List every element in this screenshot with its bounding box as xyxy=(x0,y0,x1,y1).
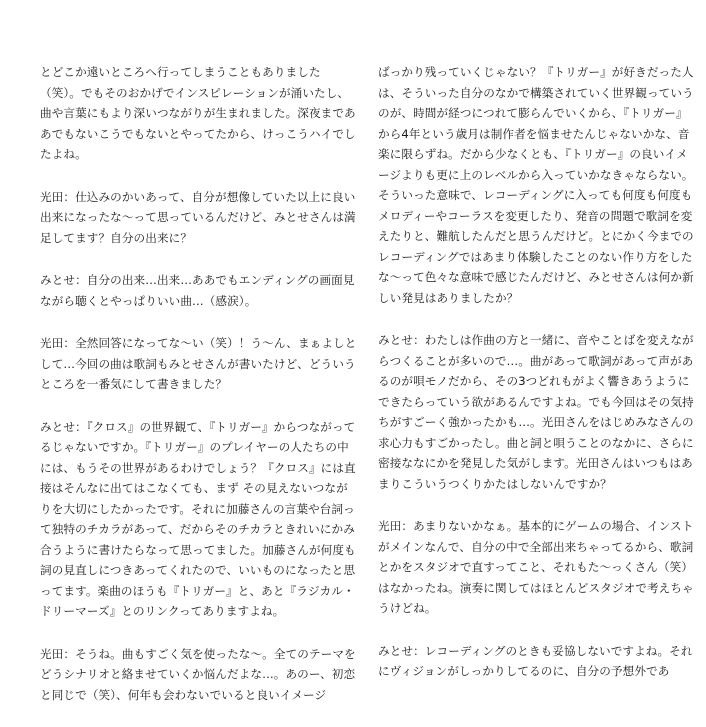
paragraph: 光田：仕込みのかいあって、自分が想像していた以上に良い出来になったな〜って思っているんだけど、みとせさんは満足してます？自分の出来に？ xyxy=(40,189,356,245)
paragraph: みとせ：『クロス』の世界観て、『トリガー』からつながってるじゃないですか。『トリガー』のプレイヤーの人たちの中には、もうその世界があるわけでしょう？『クロス』には直接はそんなに出てはこなくても、まず その見えないつながりを大切にしたかったです。それに加藤さんの言葉や台詞って独特のチカラがあって、だからそのチカラときれいにかみ合うように書けたらなって思ってました。加藤さんが何度も詞の見直しにつきあってくれたので、いいものになったと思ってます。楽曲のほうも『トリガー』と、あと『ラジカル・ドリーマーズ』とのリンクってありますよね。 xyxy=(40,419,356,618)
paragraph: 光田：あまりないかなぁ。基本的にゲームの場合、インストがメインなんで、自分の中で全部出来ちゃってるから、歌詞とかをスタジオで直すってこと、それもた〜っくさん（笑）はなかったね。演奏に関してはほとんどスタジオで考えちゃうけどね。 xyxy=(378,519,694,615)
paragraph: みとせ：レコーディングのときも妥協しないですよね。それにヴィジョンがしっかりしてるのに、自分の予想外であ xyxy=(378,643,693,678)
paragraph: みとせ：わたしは作曲の方と一緒に、音やことばを変えながらつくることが多いので…。曲があって歌詞があって声があるのが唄モノだから、その3つどれもがよく響きあうようにできたらっていう欲があるんですよね。でも今回はその気持ちがすごーく強かったかも…。光田さんをはじめみなさんの求心力もすごかったし。曲と詞と唄うことのなかに、さらに密接ななにかを発見した気がします。光田さんはいつもはあまりこういうつくりかたはしないんですか？ xyxy=(378,333,694,491)
paragraph: とどこか遠いところへ行ってしまうこともありました（笑）。でもそのおかげでインスピレーションが涌いたし、曲や言葉にもより深いつながりが生まれました。深夜までああでもないこうでもないとやってたから、けっこうハイでしたよね。 xyxy=(40,65,356,161)
paragraph: みとせ：自分の出来…出来…ああでもエンディングの画面見ながら聴くとやっぱりいい曲…（感涙）。 xyxy=(40,273,355,308)
paragraph: 光田：そうね。曲もすごく気を使ったな〜。全てのテーマをどうシナリオと絡ませていくか悩んだよな…。あのー、初恋と同じで（笑）、何年も会わないでいると良いイメージ xyxy=(40,646,356,702)
right-column xyxy=(378,62,696,704)
left-column xyxy=(40,62,358,727)
paragraph: 光田：全然回答になってな〜い（笑）！う〜ん、まぁよしとして…今回の曲は歌詞もみとせさんが書いたけど、どういうところを一番気にして書きました？ xyxy=(40,336,357,391)
paragraph: ばっかり残っていくじゃない？『トリガー』が好きだった人は、そういった自分のなかで構築されていく世界観っていうのが、時間が経つにつれて膨らんでいくから、『トリガー』から4年という歳月は制作者を悩ませたんじゃないかな、音楽に限らずね。だから少なくとも、『トリガー』の良いイメージよりも更に上のレベルから入っていかなきゃならない。そういった意味で、レコーディングに入っても何度も何度もメロディーやコーラスを変更したり、発音の問題で歌詞を変えたりと、難航したんだと思うんだけど。とにかく今までのレコーディングではあまり体験したことのない作り方をしたな〜って色々な意味で感じたんだけど、みとせさんは何か新しい発見はありましたか？ xyxy=(378,65,694,305)
